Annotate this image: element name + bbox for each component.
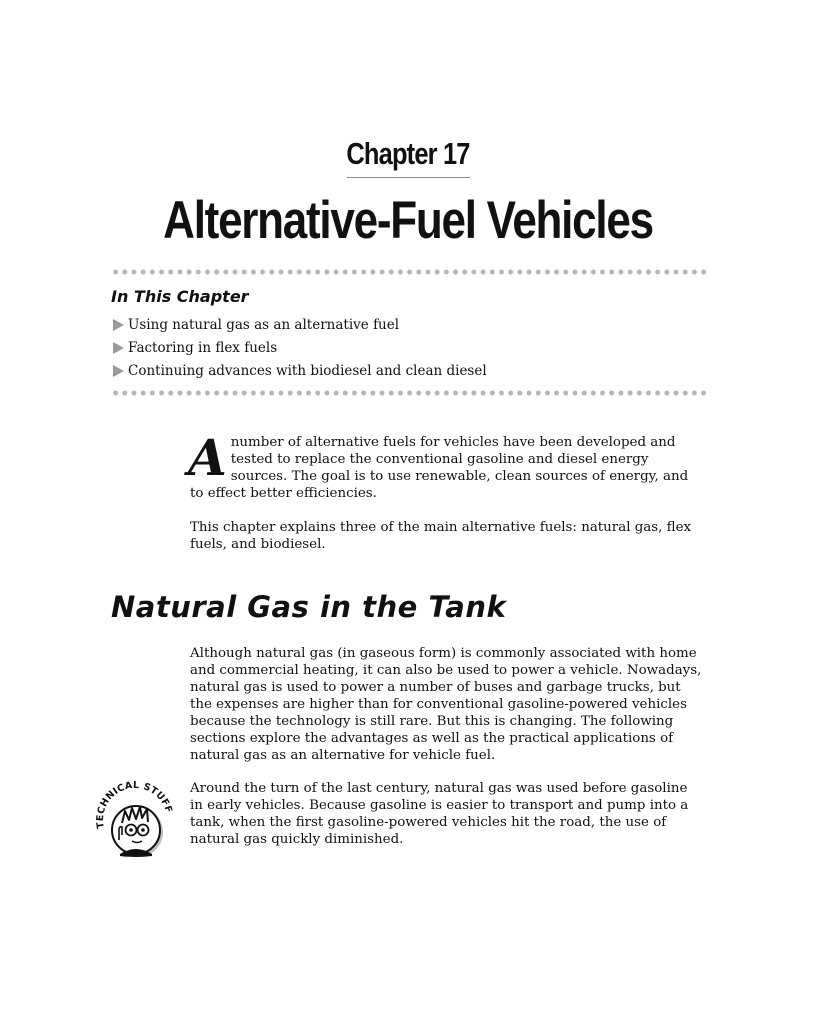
- chapter-underline: [347, 177, 470, 178]
- intro-paragraph: [188, 428, 702, 502]
- list-item-text: Continuing advances with biodiesel and clean diesel: [128, 362, 487, 379]
- list-item-text: Factoring in flex fuels: [128, 339, 278, 356]
- natural-gas-paragraph: Although natural gas (in gaseous form) is commonly associated with home and commercial heating, it can also be used to power a vehicle. Nowadays, natural gas is used to power a number of buses and garbage trucks, but the expenses are higher than for conventional gasoline-powered vehicles because the technology is still rare. But this is changing. The following sections explore the advantages as well as the practical applications of natural gas as an alternative for vehicle fuel.: [190, 646, 702, 763]
- in-this-chapter-heading: In This Chapter: [111, 287, 249, 306]
- list-item: [111, 359, 487, 382]
- technical-stuff-label: TECHNICAL STUFF: [94, 779, 175, 830]
- chapter-topics-list: [111, 313, 487, 382]
- chapter-title: Alternative-Fuel Vehicles: [163, 191, 653, 250]
- triangle-bullet-icon: [113, 342, 124, 354]
- intro-paragraph-text: number of alternative fuels for vehicles have been developed and tested to replace the conventional gasoline and diesel energy sources. The goal is to use renewable, clean sources of energy, and to effect better efficiencies.: [190, 435, 689, 501]
- list-item: [111, 336, 487, 359]
- history-paragraph: Around the turn of the last century, natural gas was used before gasoline in early vehicles. Because gasoline is easier to transport and pump into a tank, when the first gasoline-powered vehicles hit the road, the use of natural gas quickly diminished.: [190, 781, 689, 847]
- list-item-text: Using natural gas as an alternative fuel: [128, 316, 400, 333]
- section-heading: Natural Gas in the Tank: [111, 590, 507, 624]
- dotted-divider-top: [111, 268, 709, 276]
- list-item: [111, 313, 487, 336]
- drop-cap: A: [188, 428, 227, 487]
- chapter-overview-paragraph: This chapter explains three of the main alternative fuels: natural gas, flex fuels, and biodiesel.: [190, 520, 692, 552]
- chapter-number: Chapter 17: [346, 136, 470, 171]
- dotted-divider-bottom: [111, 389, 709, 397]
- technical-stuff-icon: [92, 778, 176, 862]
- triangle-bullet-icon: [113, 365, 124, 377]
- triangle-bullet-icon: [113, 319, 124, 331]
